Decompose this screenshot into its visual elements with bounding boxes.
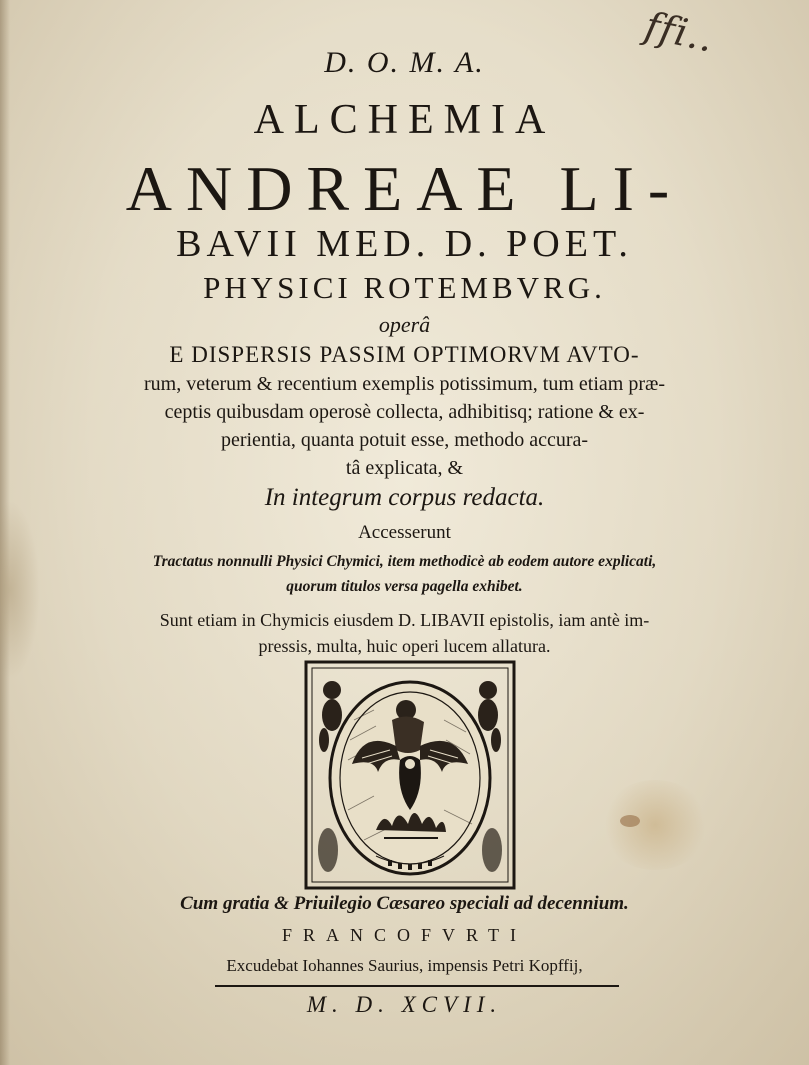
imprint-rule [215, 985, 619, 987]
imprint-year: M. D. XCVII. [306, 992, 503, 1017]
title-line-4: PHYSICI ROTEMBVRG. [203, 270, 606, 305]
privilege-line: Cum gratia & Priuilegio Cæsareo speciali ad decennium. [180, 893, 629, 914]
tractatus-line-1: Tractatus nonnulli Physici Chymici, item methodicè ab eodem autore explicati, [152, 553, 657, 570]
tractatus-line-2: quorum titulos versa pagella exhibet. [286, 578, 523, 595]
handwritten-annotation: ffi.. [641, 3, 719, 61]
paper-stain [620, 815, 640, 827]
dedication: D. O. M. A. [324, 46, 485, 79]
subtitle-line-2: rum, veterum & recentium exemplis potissimum, tum etiam præ- [143, 373, 665, 395]
imprint-city: FRANCOFVRTI [282, 925, 527, 945]
imprint-printer: Excudebat Iohannes Saurius, impensis Petri Kopffij, [226, 956, 583, 975]
sunt-line-1: Sunt etiam in Chymicis eiusdem D. LIBAVII epistolis, iam antè im- [159, 610, 650, 630]
sunt-line-2: pressis, multa, huic operi lucem allatura. [258, 636, 551, 656]
subtitle-opera: operâ [378, 312, 431, 337]
subtitle-line-3: ceptis quibusdam operosè collecta, adhibitisq; ratione & ex- [164, 401, 645, 423]
title-line-2: ANDREAE LI- [125, 153, 684, 224]
subtitle-integrum: In integrum corpus redacta. [264, 484, 545, 511]
title-line-1: ALCHEMIA [253, 97, 556, 143]
subtitle-line-1: E DISPERSIS PASSIM OPTIMORVM AVTO- [169, 342, 640, 367]
accesserunt-label: Accesserunt [358, 522, 451, 543]
paper-stain [600, 780, 710, 870]
subtitle-line-4: perientia, quanta potuit esse, methodo accura- [220, 429, 589, 451]
title-line-3: BAVII MED. D. POET. [176, 223, 633, 265]
phoenix-printer-device-icon [304, 660, 516, 890]
subtitle-line-5: tâ explicata, & [345, 457, 464, 479]
